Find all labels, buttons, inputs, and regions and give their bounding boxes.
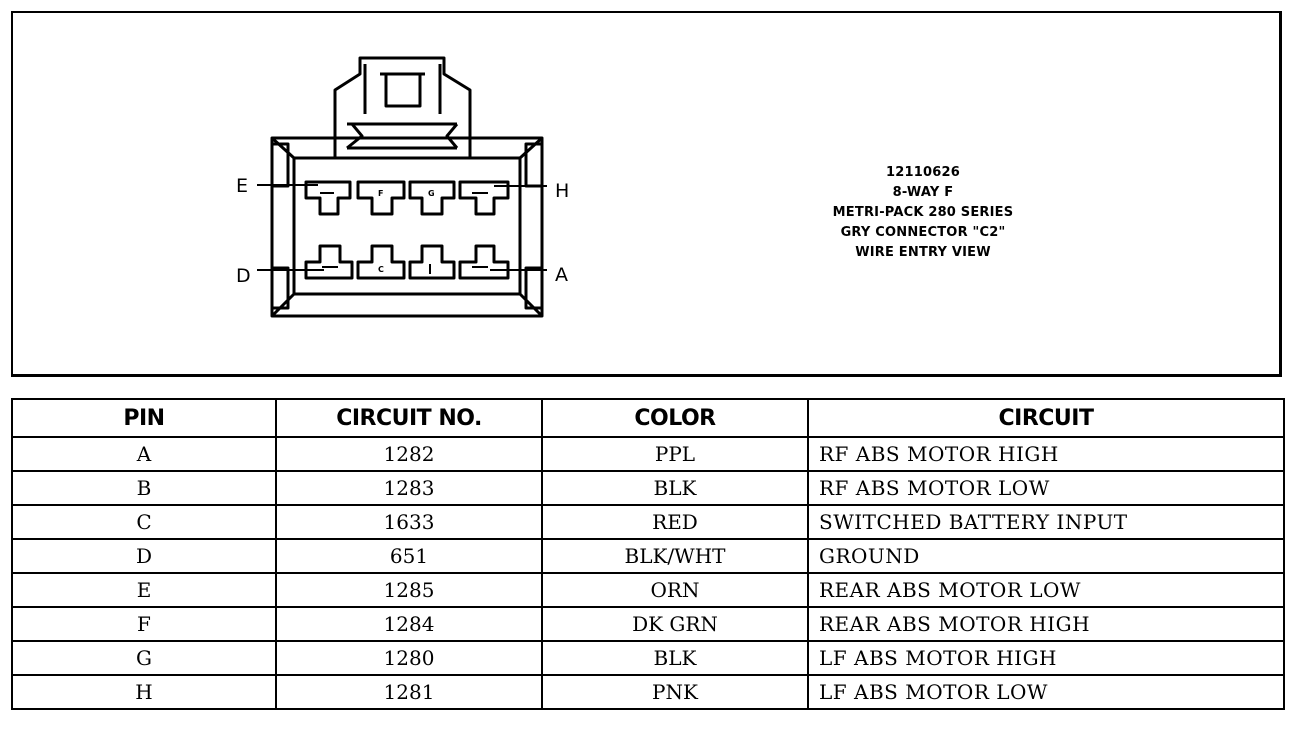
cell-color: PPL (542, 437, 808, 471)
cell-circuit-no: 1284 (276, 607, 542, 641)
cell-circuit: SWITCHED BATTERY INPUT (808, 505, 1284, 539)
cavity-g (410, 182, 454, 214)
part-number: 12110626 (886, 165, 960, 180)
connector-way: 8-WAY F (892, 185, 954, 200)
cell-circuit-no: 1285 (276, 573, 542, 607)
header-color: COLOR (542, 399, 808, 437)
header-circuit-no: CIRCUIT NO. (276, 399, 542, 437)
cell-pin: B (12, 471, 276, 505)
connector-diagram-panel (11, 11, 1282, 377)
table-row (12, 675, 1284, 709)
table-row (12, 607, 1284, 641)
table-row (12, 505, 1284, 539)
table-header-row (12, 399, 1284, 437)
cell-circuit-no: 1281 (276, 675, 542, 709)
cell-circuit-no: 1280 (276, 641, 542, 675)
connector-name: GRY CONNECTOR "C2" (840, 225, 1006, 240)
cavity-label-f: F (378, 189, 384, 198)
cell-circuit: RF ABS MOTOR LOW (808, 471, 1284, 505)
connector-drawing (13, 13, 1279, 375)
cavity-f (358, 182, 404, 214)
cell-color: BLK (542, 471, 808, 505)
cell-color: ORN (542, 573, 808, 607)
table-row (12, 573, 1284, 607)
pin-label-e: E (236, 175, 249, 197)
cell-pin: D (12, 539, 276, 573)
cell-circuit: GROUND (808, 539, 1284, 573)
cell-color: BLK (542, 641, 808, 675)
cell-pin: G (12, 641, 276, 675)
header-circuit: CIRCUIT (808, 399, 1284, 437)
cell-color: RED (542, 505, 808, 539)
table-row (12, 471, 1284, 505)
cavity-label-c: C (378, 265, 384, 274)
table-row (12, 437, 1284, 471)
connector-view: WIRE ENTRY VIEW (855, 245, 991, 260)
cell-pin: A (12, 437, 276, 471)
cell-circuit: LF ABS MOTOR HIGH (808, 641, 1284, 675)
cell-color: DK GRN (542, 607, 808, 641)
cell-pin: H (12, 675, 276, 709)
cell-circuit: LF ABS MOTOR LOW (808, 675, 1284, 709)
cell-circuit-no: 1282 (276, 437, 542, 471)
connector-info (773, 163, 1073, 263)
cell-circuit-no: 651 (276, 539, 542, 573)
cell-color: BLK/WHT (542, 539, 808, 573)
cell-circuit: REAR ABS MOTOR HIGH (808, 607, 1284, 641)
pin-label-h: H (555, 180, 570, 202)
header-pin: PIN (12, 399, 276, 437)
cell-color: PNK (542, 675, 808, 709)
pin-label-d: D (236, 265, 251, 287)
pin-label-a: A (555, 264, 568, 286)
cell-circuit-no: 1283 (276, 471, 542, 505)
cell-circuit: RF ABS MOTOR HIGH (808, 437, 1284, 471)
cell-circuit-no: 1633 (276, 505, 542, 539)
cavity-a (460, 246, 508, 278)
cell-pin: F (12, 607, 276, 641)
cavity-b (410, 246, 454, 278)
cell-pin: E (12, 573, 276, 607)
table-row (12, 539, 1284, 573)
cavity-e (306, 182, 350, 214)
connector-body (272, 138, 542, 316)
table-row (12, 641, 1284, 675)
cavity-label-g: G (428, 189, 435, 198)
cavity-d (306, 246, 352, 278)
cell-pin: C (12, 505, 276, 539)
connector-series: METRI-PACK 280 SERIES (832, 205, 1014, 220)
pin-table (11, 398, 1285, 710)
cell-circuit: REAR ABS MOTOR LOW (808, 573, 1284, 607)
